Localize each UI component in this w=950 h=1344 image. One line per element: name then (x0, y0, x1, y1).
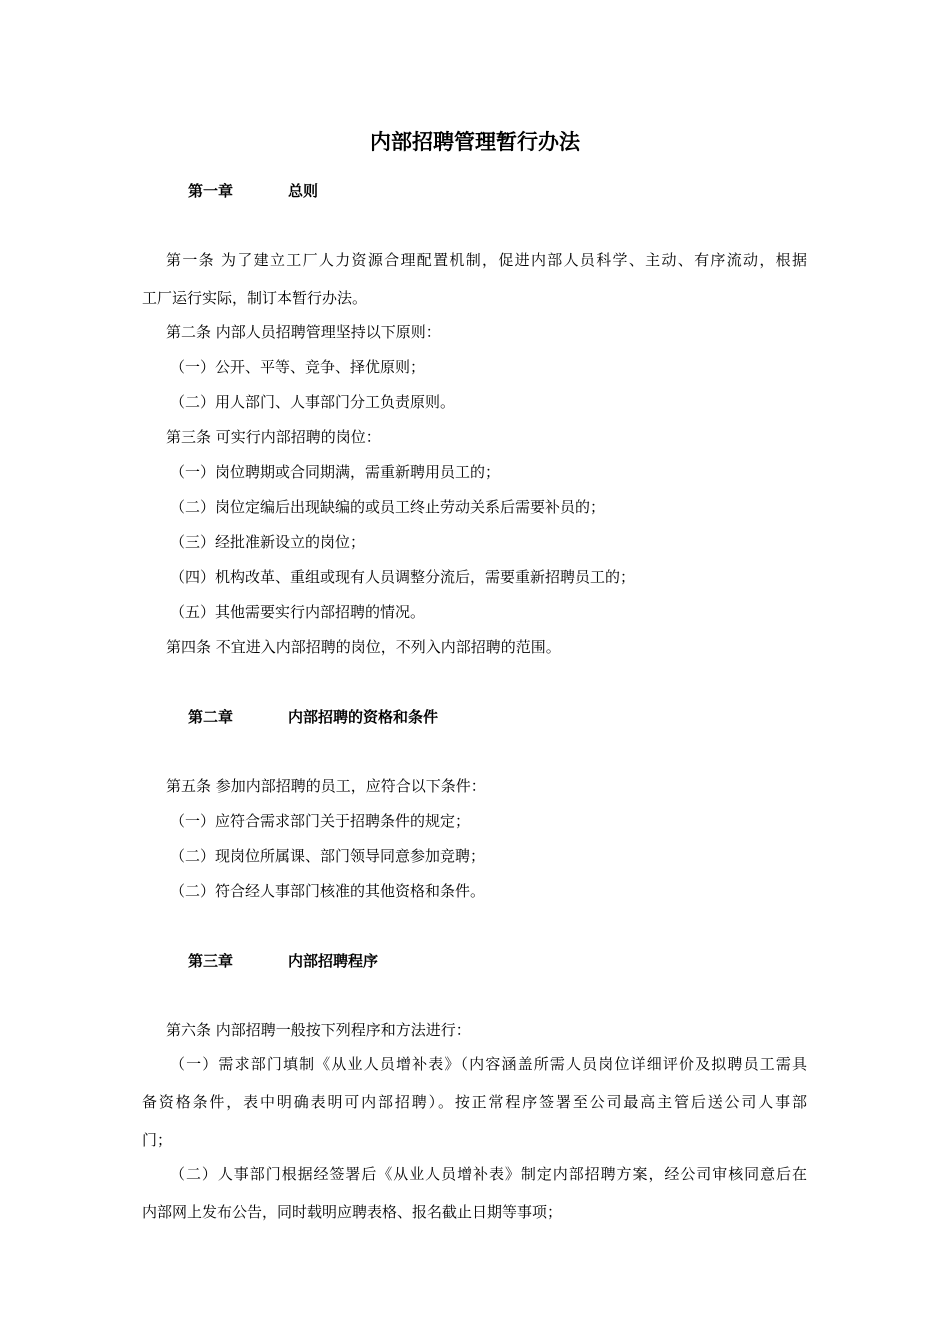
chapter-name: 内部招聘程序 (288, 952, 379, 970)
article-2-item-2: （二）用人部门、人事部门分工负责原则。 (170, 393, 456, 411)
article-3-item-1: （一）岗位聘期或合同期满，需重新聘用员工的； (170, 463, 501, 481)
article-3: 第三条 可实行内部招聘的岗位： (166, 428, 381, 446)
article-2: 第二条 内部人员招聘管理坚持以下原则： (166, 323, 441, 341)
chapter-name: 内部招聘的资格和条件 (288, 708, 439, 726)
chapter-heading-3 (188, 950, 378, 972)
article-5-item-3: （二）符合经人事部门核准的其他资格和条件。 (170, 882, 486, 900)
chapter-number: 第二章 (188, 708, 234, 726)
article-6-item-2-line-1: （二）人事部门根据经签署后《从业人员增补表》制定内部招聘方案，经公司审核同意后在 (170, 1165, 807, 1183)
article-5: 第五条 参加内部招聘的员工，应符合以下条件： (166, 777, 486, 795)
article-5-item-1: （一）应符合需求部门关于招聘条件的规定； (170, 812, 471, 830)
article-4: 第四条 不宜进入内部招聘的岗位，不列入内部招聘的范围。 (166, 638, 561, 656)
article-6-item-1-line-2: 备资格条件，表中明确表明可内部招聘）。按正常程序签署至公司最高主管后送公司人事部 (142, 1093, 807, 1111)
article-3-item-4: （四）机构改革、重组或现有人员调整分流后，需要重新招聘员工的； (170, 568, 636, 586)
article-2-item-1: （一）公开、平等、竞争、择优原则； (170, 358, 426, 376)
chapter-heading-2 (188, 706, 438, 728)
article-1-line-2: 工厂运行实际，制订本暂行办法。 (142, 289, 368, 307)
article-6-item-2-line-2: 内部网上发布公告，同时载明应聘表格、报名截止日期等事项； (142, 1203, 563, 1221)
article-5-item-2: （二）现岗位所属课、部门领导同意参加竞聘； (170, 847, 486, 865)
article-6: 第六条 内部招聘一般按下列程序和方法进行： (166, 1021, 471, 1039)
article-3-item-3: （三）经批准新设立的岗位； (170, 533, 366, 551)
chapter-number: 第一章 (188, 182, 234, 200)
chapter-number: 第三章 (188, 952, 234, 970)
chapter-heading-1 (188, 180, 318, 202)
document-title: 内部招聘管理暂行办法 (370, 129, 580, 154)
article-3-item-2: （二）岗位定编后出现缺编的或员工终止劳动关系后需要补员的； (170, 498, 606, 516)
article-3-item-5: （五）其他需要实行内部招聘的情况。 (170, 603, 426, 621)
chapter-name: 总则 (288, 182, 319, 200)
article-6-item-1-line-3: 门； (142, 1131, 173, 1149)
article-1-line-1: 第一条 为了建立工厂人力资源合理配置机制，促进内部人员科学、主动、有序流动，根据 (166, 251, 807, 269)
article-6-item-1-line-1: （一）需求部门填制《从业人员增补表》（内容涵盖所需人员岗位详细评价及拟聘员工需具 (170, 1055, 807, 1073)
